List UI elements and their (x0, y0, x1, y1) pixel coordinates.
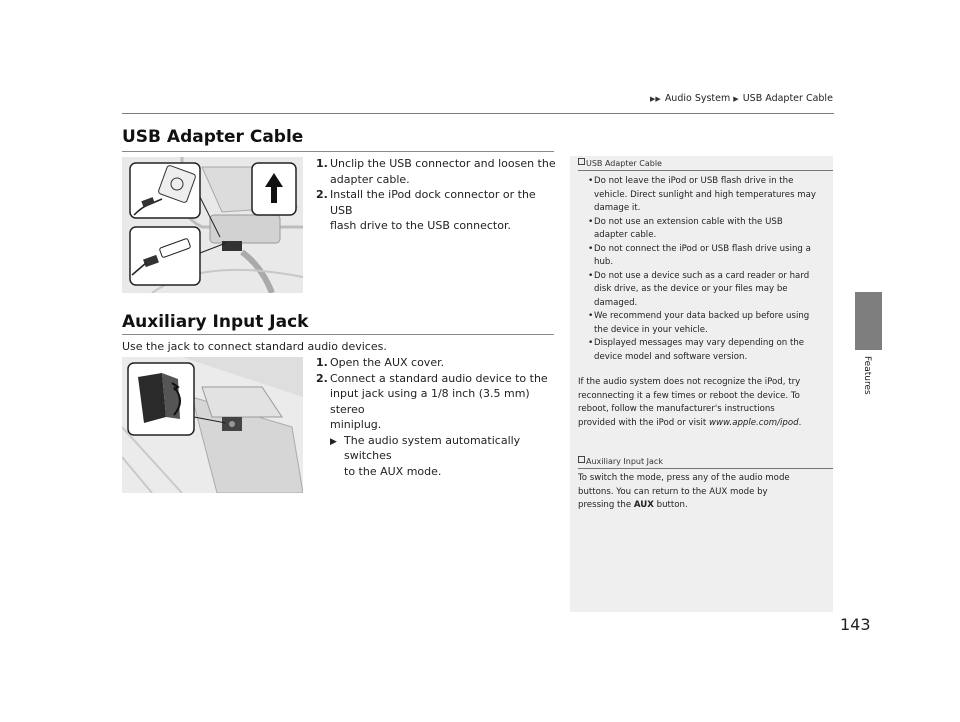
step-text-line: flash drive to the USB connector. (330, 219, 511, 232)
step-text-line: Connect a standard audio device to the (330, 371, 548, 385)
aux-step-1 (316, 355, 556, 371)
step-text-line: Open the AUX cover. (330, 356, 445, 369)
aux-note-divider (578, 468, 833, 469)
chapter-tab[interactable] (855, 292, 882, 350)
breadcrumb (650, 93, 833, 104)
aux-section-divider (122, 334, 554, 335)
aux-step-2 (316, 371, 556, 433)
step-number: 1. (316, 157, 328, 170)
usb-note-paragraph: If the audio system does not recognize the iPod, try reconnecting it a few times or reboot the device. To reboot, follow the manufacturer's instructions provided with the iPod or visit www.apple.com/ipod. (578, 377, 802, 428)
note-marker-icon (578, 158, 585, 165)
usb-section-title: USB Adapter Cable (122, 127, 304, 147)
bullet-dot-icon: • (588, 338, 594, 348)
result-arrow-icon: ▶ (330, 436, 337, 447)
aux-note-heading (578, 456, 663, 466)
step-text-line: Install the iPod dock connector or the USB (330, 188, 536, 217)
note-bullet: • Do not leave the iPod or USB flash drive in the vehicle. Direct sunlight and high temperatures may damage it. (588, 175, 832, 216)
step-text-line: adapter cable. (330, 172, 410, 186)
breadcrumb-arrow-icon: ▶ (733, 95, 739, 103)
usb-note-body (588, 175, 832, 364)
step-text-line: Unclip the USB connector and loosen the (330, 157, 556, 170)
usb-step-2 (316, 187, 556, 234)
result-text-line: to the AUX mode. (344, 464, 442, 478)
bullet-dot-icon: • (588, 270, 594, 281)
usb-steps (316, 156, 556, 234)
breadcrumb-usb-adapter-cable[interactable]: USB Adapter Cable (742, 93, 833, 104)
aux-note-heading-text: Auxiliary Input Jack (586, 457, 663, 466)
notes-sidebar (570, 156, 833, 612)
step-number: 2. (316, 371, 328, 385)
aux-section-title: Auxiliary Input Jack (122, 312, 309, 332)
note-bullet: • We recommend your data backed up before using the device in your vehicle. (588, 310, 832, 337)
usb-note-divider (578, 170, 833, 171)
note-bullet: • Displayed messages may vary depending on the device model and software version. (588, 337, 832, 364)
chapter-tab-label: Features (862, 356, 872, 395)
note-marker-icon (578, 456, 585, 463)
bullet-dot-icon: • (588, 243, 594, 254)
aux-intro: Use the jack to connect standard audio devices. (122, 340, 387, 353)
note-bullet: • Do not use an extension cable with the USB adapter cable. (588, 216, 832, 243)
aux-console-drawing (122, 357, 303, 493)
usb-section-divider (122, 151, 554, 152)
note-bullet: • Do not connect the iPod or USB flash drive using a hub. (588, 243, 832, 270)
aux-note-body: To switch the mode, press any of the audio mode buttons. You can return to the AUX mode by pressing the AUX button. (578, 473, 790, 510)
header-divider (122, 113, 834, 114)
step-number: 2. (316, 188, 328, 201)
usb-connector-illustration (122, 157, 303, 293)
step-text-line: miniplug. (330, 418, 382, 431)
note-bullet: • Do not use a device such as a card reader or hard disk drive, as the device or your files may be damaged. (588, 270, 832, 311)
aux-button-label: AUX (633, 500, 654, 510)
breadcrumb-arrow-icon: ▶▶ (650, 95, 661, 103)
aux-steps (316, 355, 556, 479)
aux-step-2-result (316, 433, 556, 480)
page-number: 143 (840, 615, 871, 634)
bullet-dot-icon: • (588, 311, 594, 321)
usb-step-1 (316, 156, 556, 187)
bullet-dot-icon: • (588, 176, 594, 186)
usb-console-drawing (122, 157, 303, 293)
usb-note-heading (578, 158, 662, 168)
breadcrumb-audio-system[interactable]: Audio System (664, 93, 731, 104)
step-text-line: input jack using a 1/8 inch (3.5 mm) stereo (330, 387, 530, 416)
usb-note-heading-text: USB Adapter Cable (586, 159, 662, 168)
apple-ipod-link[interactable]: www.apple.com/ipod (708, 417, 799, 428)
bullet-dot-icon: • (588, 216, 594, 227)
result-text-line: The audio system automatically switches (344, 433, 521, 462)
aux-jack-illustration (122, 357, 303, 493)
step-number: 1. (316, 356, 328, 369)
